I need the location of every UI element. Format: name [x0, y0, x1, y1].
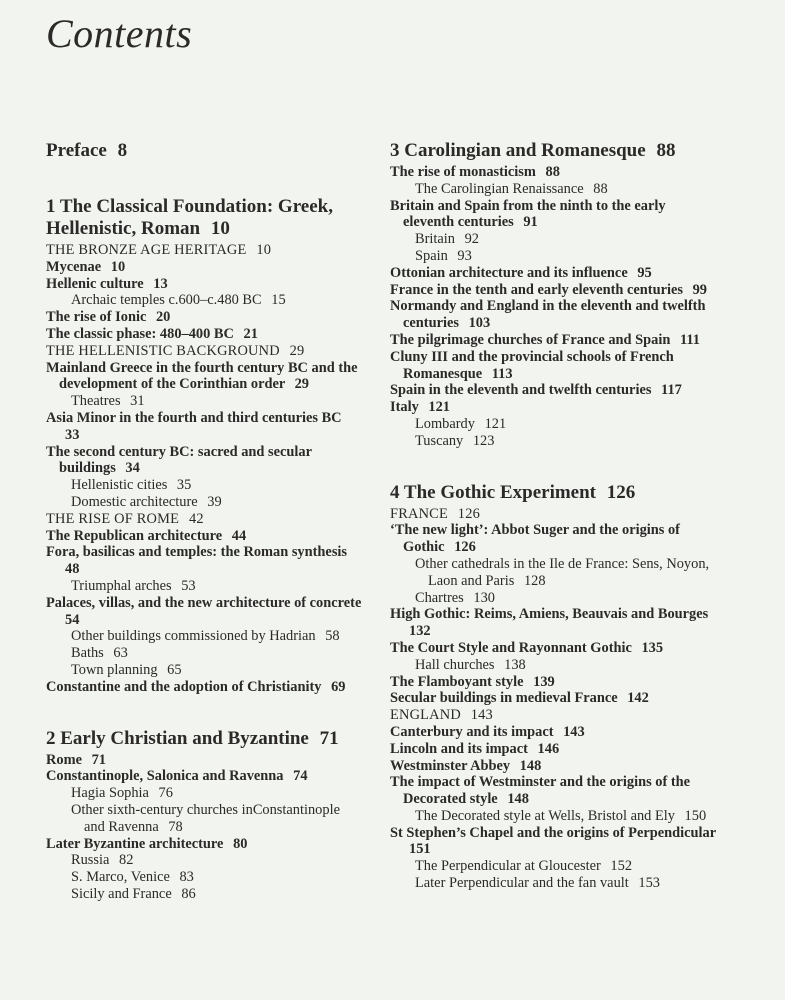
subsection-entry: [46, 477, 364, 494]
entry-title: Fora, basilicas and temples: the Roman synthesis: [46, 544, 348, 561]
part-heading: [46, 242, 364, 259]
page-number: 8: [117, 140, 128, 161]
entry-title: Domestic architecture: [71, 493, 198, 510]
chapter-heading: [390, 140, 720, 162]
page-number: 42: [188, 510, 204, 527]
page-number: 21: [243, 325, 258, 342]
page-number: 80: [233, 835, 248, 852]
page-number: 10: [210, 218, 230, 239]
section-entry: [46, 679, 364, 696]
page-number: 128: [523, 572, 546, 589]
page-number: 58: [325, 628, 340, 645]
page-number: 88: [593, 180, 608, 197]
page-number: 65: [167, 661, 182, 678]
page-number: 29: [289, 342, 305, 359]
entry-title: France in the tenth and early eleventh centuries: [390, 281, 683, 298]
section-entry: [46, 444, 364, 478]
subsection-entry: [390, 416, 720, 433]
page-number: 88: [545, 164, 560, 180]
page-number: 69: [331, 678, 346, 695]
entry-title: High Gothic: Reims, Amiens, Beauvais and Bourges: [390, 606, 709, 623]
entry-title: Hall churches: [415, 656, 495, 673]
page-number: 48: [65, 561, 80, 578]
entry-title: The Carolingian Renaissance: [415, 180, 584, 197]
section-entry: [390, 741, 720, 758]
section-entry: [46, 410, 364, 444]
page-number: 148: [519, 757, 542, 774]
section-entry: [46, 836, 364, 853]
section-entry: [46, 752, 364, 769]
section-spacer: [46, 696, 364, 728]
page-number: 130: [473, 589, 495, 606]
entry-title: The impact of Westminster and the origins of the Decorated style: [390, 774, 691, 808]
entry-title: Triumphal arches: [71, 577, 172, 594]
section-entry: [390, 349, 720, 383]
chapter-heading: [390, 482, 720, 504]
entry-title: Preface: [46, 140, 107, 161]
page-number: 44: [231, 527, 247, 544]
page-number: 126: [454, 539, 476, 556]
part-heading: [46, 343, 364, 360]
section-entry: [390, 522, 720, 556]
subsection-entry: [46, 578, 364, 595]
entry-title: Constantinople, Salonica and Ravenna: [46, 768, 284, 785]
page-number: 150: [684, 807, 707, 824]
section-entry: [390, 382, 720, 399]
entry-title: Secular buildings in medieval France: [390, 690, 618, 707]
section-entry: [46, 528, 364, 545]
page-number: 117: [661, 382, 682, 399]
subsection-entry: [390, 248, 720, 265]
section-entry: [46, 309, 364, 326]
page-number: 71: [319, 727, 339, 749]
chapter-heading: [46, 140, 364, 162]
subsection-entry: [390, 808, 720, 825]
section-entry: [390, 282, 720, 299]
section-entry: [390, 606, 720, 640]
section-entry: [390, 198, 720, 232]
entry-title: The rise of monasticism: [390, 164, 536, 180]
entry-title: The Court Style and Rayonnant Gothic: [390, 639, 632, 656]
section-entry: [390, 758, 720, 775]
section-entry: [390, 774, 720, 808]
entry-title: Westminster Abbey: [390, 757, 511, 774]
subsection-entry: [390, 433, 720, 450]
page-number: 71: [91, 751, 106, 768]
chapter-heading: [46, 728, 364, 750]
subsection-entry: [390, 231, 720, 248]
page-number: 31: [130, 393, 145, 410]
section-entry: [46, 326, 364, 343]
page-number: 86: [181, 885, 196, 902]
entry-title: 3 Carolingian and Romanesque: [390, 140, 646, 161]
page-number: 126: [606, 481, 636, 503]
page-number: 139: [533, 673, 555, 690]
subsection-entry: [46, 802, 364, 836]
entry-title: Chartres: [415, 589, 464, 606]
entry-title: Ottonian architecture and its influence: [390, 264, 628, 281]
part-heading: [390, 707, 720, 724]
page-number: 78: [168, 818, 183, 835]
page-number: 99: [692, 281, 707, 298]
subsection-entry: [46, 662, 364, 679]
subsection-entry: [46, 852, 364, 869]
entry-title: THE RISE OF ROME: [46, 510, 180, 527]
entry-title: Baths: [71, 645, 104, 662]
entry-title: The pilgrimage churches of France and Spain: [390, 331, 671, 348]
page-number: 91: [523, 214, 538, 231]
page-number: 132: [409, 623, 431, 640]
subsection-entry: [46, 393, 364, 410]
section-entry: [390, 825, 720, 859]
entry-title: Hellenic culture: [46, 275, 144, 292]
subsection-entry: [390, 181, 720, 198]
entry-title: Archaic temples c.600–c.480 BC: [71, 292, 262, 309]
entry-title: Other buildings commissioned by Hadrian: [71, 628, 316, 645]
entry-title: St Stephen’s Chapel and the origins of Perpendicular: [390, 824, 716, 841]
subsection-entry: [390, 657, 720, 674]
entry-title: THE HELLENISTIC BACKGROUND: [46, 342, 280, 359]
entry-title: Spain in the eleventh and twelfth centuries: [390, 382, 652, 399]
page-number: 83: [179, 869, 194, 886]
entry-title: Britain: [415, 231, 455, 248]
entry-title: Rome: [46, 751, 82, 768]
entry-title: 1 The Classical Foundation: Greek, Hellenistic, Roman: [46, 196, 333, 239]
entry-title: 2 Early Christian and Byzantine: [46, 727, 309, 749]
page-number: 95: [637, 264, 652, 281]
page-number: 143: [563, 723, 585, 740]
subsection-entry: [390, 556, 720, 590]
section-entry: [390, 164, 720, 181]
part-heading: [390, 506, 720, 523]
entry-title: Other sixth-century churches inConstantinople and Ravenna: [71, 801, 340, 835]
section-entry: [390, 399, 720, 416]
entry-title: The classic phase: 480–400 BC: [46, 325, 234, 342]
page-number: 76: [158, 785, 173, 802]
section-entry: [390, 298, 720, 332]
page-number: 34: [125, 460, 140, 477]
page-number: 29: [294, 376, 309, 393]
entry-title: Theatres: [71, 393, 121, 410]
entry-title: Britain and Spain from the ninth to the early eleventh centuries: [390, 197, 666, 231]
subsection-entry: [46, 785, 364, 802]
page-number: 152: [610, 858, 633, 875]
contents-column-right: [390, 140, 720, 892]
page-number: 142: [627, 690, 649, 707]
page-number: 35: [176, 477, 192, 494]
page-number: 10: [110, 258, 126, 275]
page-number: 13: [153, 275, 168, 292]
section-entry: [390, 332, 720, 349]
entry-title: ‘The new light’: Abbot Suger and the origins of Gothic: [390, 522, 680, 556]
page-number: 143: [470, 707, 493, 724]
page-number: 135: [641, 639, 664, 656]
page-number: 20: [155, 309, 171, 326]
subsection-entry: [390, 590, 720, 607]
page-number: 53: [181, 577, 196, 594]
page-number: 138: [504, 656, 526, 673]
page-number: 54: [65, 611, 80, 628]
page-number: 123: [472, 432, 495, 449]
page-number: 10: [256, 242, 272, 258]
entry-title: Town planning: [71, 661, 158, 678]
page-number: 63: [113, 645, 128, 662]
page-number: 151: [409, 841, 431, 858]
entry-title: FRANCE: [390, 505, 448, 522]
entry-title: Sicily and France: [71, 885, 172, 902]
page-number: 93: [457, 247, 472, 264]
section-entry: [46, 360, 364, 394]
section-entry: [46, 595, 364, 629]
subsection-entry: [390, 858, 720, 875]
entry-title: The Republican architecture: [46, 527, 223, 544]
page-number: 92: [464, 231, 479, 248]
page-number: 148: [507, 791, 529, 808]
entry-title: The Perpendicular at Gloucester: [415, 858, 601, 875]
entry-title: 4 The Gothic Experiment: [390, 481, 597, 503]
page-number: 126: [457, 505, 480, 522]
chapter-heading: [46, 196, 364, 240]
entry-title: S. Marco, Venice: [71, 869, 170, 886]
page-number: 113: [491, 365, 513, 382]
entry-title: The rise of Ionic: [46, 309, 147, 326]
subsection-entry: [390, 875, 720, 892]
section-entry: [390, 690, 720, 707]
entry-title: Canterbury and its impact: [390, 723, 554, 740]
section-entry: [46, 768, 364, 785]
entry-title: The Decorated style at Wells, Bristol and Ely: [415, 807, 675, 824]
section-entry: [390, 640, 720, 657]
entry-title: Russia: [71, 852, 110, 869]
page-number: 74: [293, 768, 308, 785]
entry-title: Asia Minor in the fourth and third centuries BC: [46, 409, 342, 426]
page-number: 88: [656, 140, 676, 161]
entry-title: ENGLAND: [390, 707, 461, 724]
page-number: 82: [119, 852, 134, 869]
section-entry: [390, 674, 720, 691]
part-heading: [46, 511, 364, 528]
subsection-entry: [46, 494, 364, 511]
entry-title: Later Perpendicular and the fan vault: [415, 875, 629, 892]
page-number: 121: [428, 399, 450, 416]
entry-title: Hagia Sophia: [71, 785, 149, 802]
entry-title: Tuscany: [415, 432, 464, 449]
entry-title: Mainland Greece in the fourth century BC and the development of the Corinthian order: [46, 359, 358, 393]
page-number: 153: [638, 875, 660, 892]
entry-title: Spain: [415, 247, 448, 264]
entry-title: The Flamboyant style: [390, 673, 524, 690]
section-spacer: [46, 164, 364, 196]
page-number: 121: [484, 415, 507, 432]
subsection-entry: [46, 886, 364, 903]
entry-title: Later Byzantine architecture: [46, 835, 224, 852]
section-entry: [390, 724, 720, 741]
page-number: 39: [207, 493, 222, 510]
entry-title: Other cathedrals in the Ile de France: Sens, Noyon, Laon and Paris: [415, 555, 710, 589]
entry-title: Italy: [390, 399, 419, 416]
page-number: 15: [271, 292, 286, 309]
section-entry: [46, 544, 364, 578]
page-number: 111: [679, 331, 700, 348]
entry-title: Constantine and the adoption of Christianity: [46, 678, 322, 695]
subsection-entry: [46, 628, 364, 645]
entry-title: Palaces, villas, and the new architecture of concrete: [46, 594, 362, 611]
entry-title: Lombardy: [415, 415, 475, 432]
entry-title: The second century BC: sacred and secular buildings: [46, 443, 312, 477]
page-title: Contents: [46, 11, 193, 56]
entry-title: THE BRONZE AGE HERITAGE: [46, 242, 247, 258]
entry-title: Mycenae: [46, 258, 102, 275]
subsection-entry: [46, 292, 364, 309]
entry-title: Cluny III and the provincial schools of French Romanesque: [390, 348, 674, 382]
page-number: 146: [537, 740, 560, 757]
subsection-entry: [46, 869, 364, 886]
section-entry: [390, 265, 720, 282]
entry-title: Hellenistic cities: [71, 477, 168, 494]
entry-title: Normandy and England in the eleventh and twelfth centuries: [390, 298, 706, 332]
subsection-entry: [46, 645, 364, 662]
entry-title: Lincoln and its impact: [390, 740, 528, 757]
page-number: 33: [65, 426, 80, 443]
section-entry: [46, 276, 364, 293]
contents-column-left: [46, 140, 364, 903]
section-entry: [46, 259, 364, 276]
section-spacer: [390, 450, 720, 482]
page-number: 103: [468, 315, 491, 332]
